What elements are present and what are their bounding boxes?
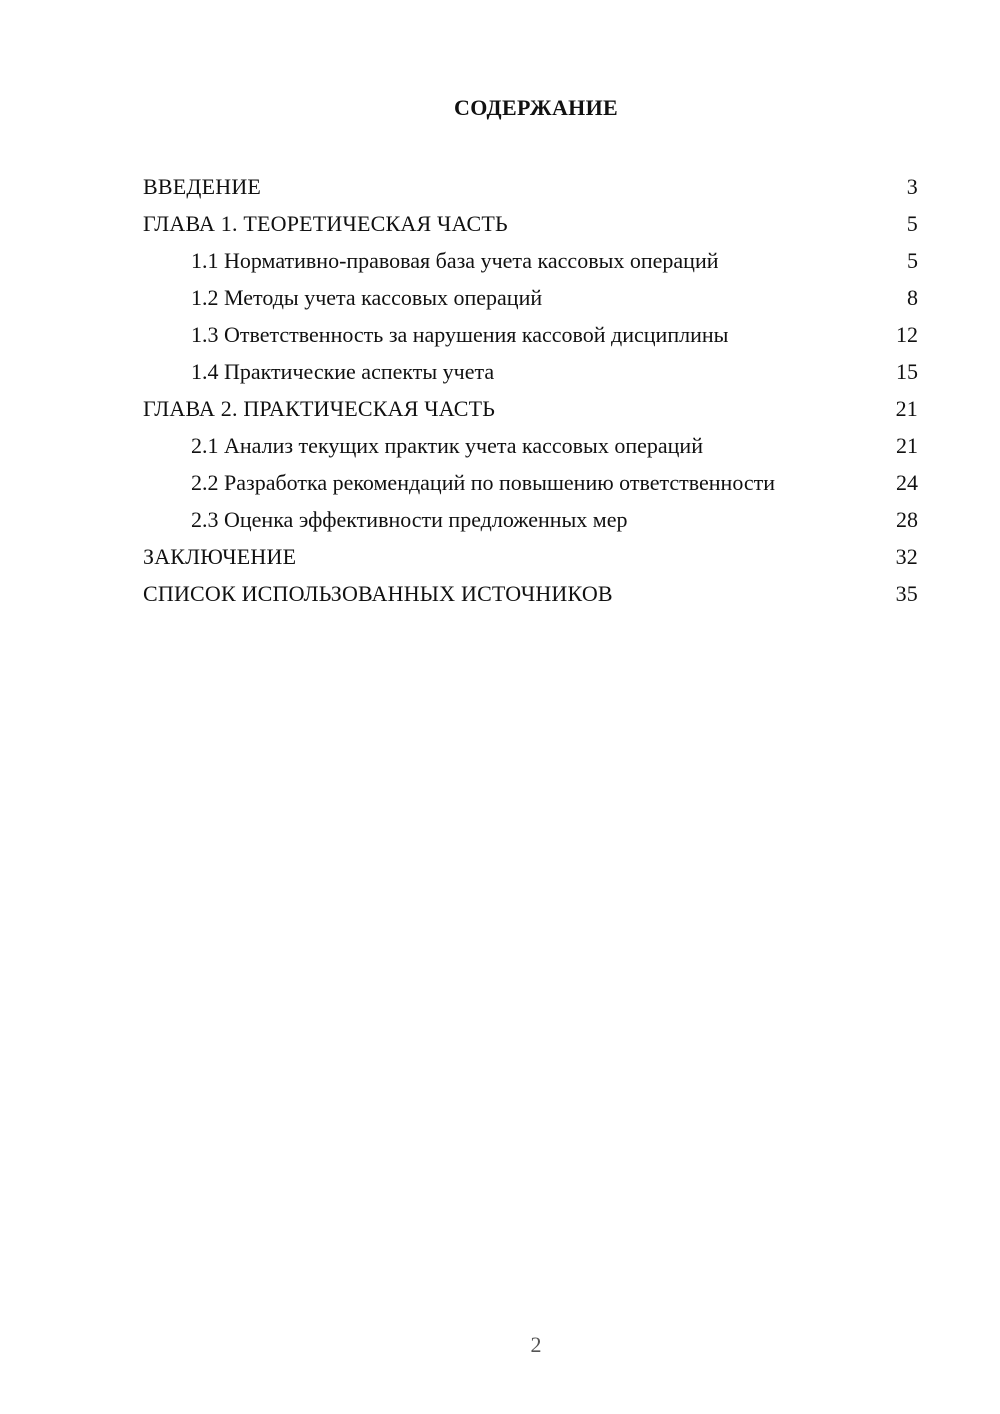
toc-entry-section-2-3[interactable] xyxy=(143,501,918,538)
toc-entry-page: 5 xyxy=(906,211,918,236)
toc-entry-chapter-1[interactable] xyxy=(143,205,918,242)
toc-entry-title: ВВЕДЕНИЕ xyxy=(143,174,262,199)
toc-entry-title: ГЛАВА 1. ТЕОРЕТИЧЕСКАЯ ЧАСТЬ xyxy=(143,211,508,236)
toc-entry-title: 2.3 Оценка эффективности предложенных мер xyxy=(191,507,628,532)
toc-entry-page: 21 xyxy=(896,433,918,458)
table-of-contents xyxy=(143,168,918,612)
toc-entry-title: ЗАКЛЮЧЕНИЕ xyxy=(143,544,297,569)
toc-entry-section-2-1[interactable] xyxy=(143,427,918,464)
toc-entry-page: 3 xyxy=(906,174,918,199)
toc-entry-chapter-2[interactable] xyxy=(143,390,918,427)
toc-entry-page: 24 xyxy=(896,470,918,495)
toc-entry-title: 1.3 Ответственность за нарушения кассовой дисциплины xyxy=(191,322,729,347)
toc-entry-section-1-4[interactable] xyxy=(143,353,918,390)
toc-entry-page: 21 xyxy=(895,396,918,421)
toc-entry-title: 2.2 Разработка рекомендаций по повышению ответственности xyxy=(191,470,776,495)
toc-entry-title: ГЛАВА 2. ПРАКТИЧЕСКАЯ ЧАСТЬ xyxy=(143,396,496,421)
toc-entry-page: 12 xyxy=(896,322,918,347)
toc-entry-title: 1.4 Практические аспекты учета xyxy=(191,359,495,384)
toc-entry-section-2-2[interactable] xyxy=(143,464,918,501)
toc-entry-section-1-3[interactable] xyxy=(143,316,918,353)
toc-entry-page: 15 xyxy=(896,359,918,384)
toc-entry-page: 5 xyxy=(907,248,918,273)
toc-entry-title: СПИСОК ИСПОЛЬЗОВАННЫХ ИСТОЧНИКОВ xyxy=(143,581,613,606)
toc-entry-conclusion[interactable] xyxy=(143,538,918,575)
page-title: СОДЕРЖАНИЕ xyxy=(454,95,618,120)
toc-entry-section-1-2[interactable] xyxy=(143,279,918,316)
toc-entry-references[interactable] xyxy=(143,575,918,612)
toc-entry-page: 35 xyxy=(895,581,918,606)
toc-entry-title: 1.2 Методы учета кассовых операций xyxy=(191,285,543,310)
toc-entry-page: 32 xyxy=(895,544,918,569)
toc-entry-page: 28 xyxy=(896,507,918,532)
toc-entry-page: 8 xyxy=(907,285,918,310)
toc-entry-introduction[interactable] xyxy=(143,168,918,205)
toc-entry-title: 2.1 Анализ текущих практик учета кассовых операций xyxy=(191,433,703,458)
toc-entry-section-1-1[interactable] xyxy=(143,242,918,279)
toc-entry-title: 1.1 Нормативно-правовая база учета кассовых операций xyxy=(191,248,719,273)
page-number: 2 xyxy=(530,1332,542,1357)
